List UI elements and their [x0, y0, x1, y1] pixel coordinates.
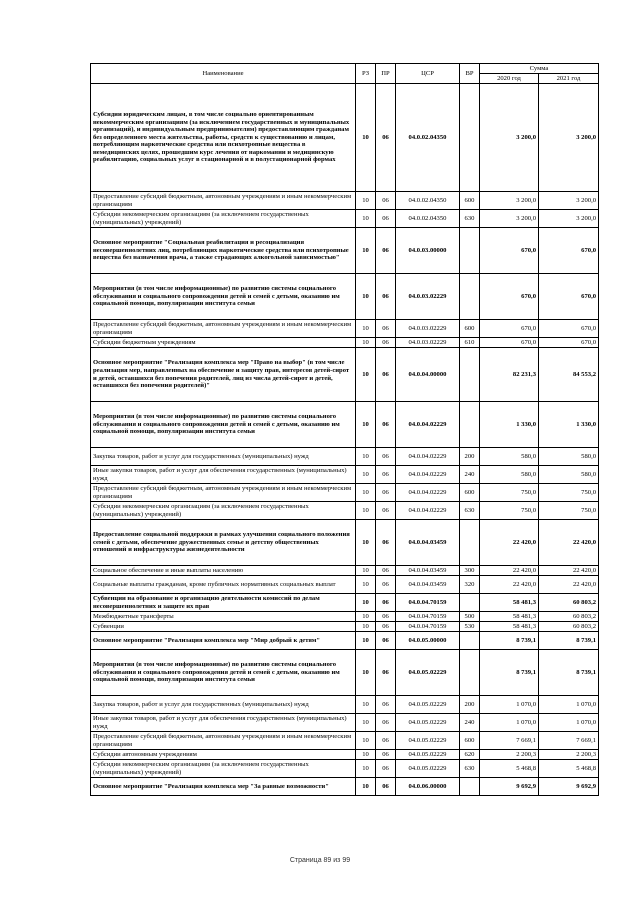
cell-pr: 06	[376, 622, 396, 632]
table-body	[91, 84, 599, 796]
cell-2020: 22 420,0	[480, 576, 539, 594]
cell-pr: 06	[376, 612, 396, 622]
cell-csr: 04.0.02.04350	[396, 210, 460, 228]
budget-table	[90, 63, 599, 796]
cell-2020: 580,0	[480, 448, 539, 466]
cell-vr: 200	[460, 448, 480, 466]
cell-2021: 750,0	[539, 502, 599, 520]
cell-vr: 240	[460, 714, 480, 732]
cell-2020: 1 070,0	[480, 696, 539, 714]
cell-pr: 06	[376, 448, 396, 466]
cell-rz: 10	[356, 650, 376, 696]
page-number: Страница 89 из 99	[289, 857, 351, 864]
cell-csr: 04.0.05.02229	[396, 750, 460, 760]
cell-2020: 580,0	[480, 466, 539, 484]
cell-rz: 10	[356, 448, 376, 466]
cell-2021: 670,0	[539, 228, 599, 274]
cell-pr: 06	[376, 778, 396, 796]
cell-2020: 750,0	[480, 484, 539, 502]
cell-csr: 04.0.03.02229	[396, 320, 460, 338]
cell-vr: 600	[460, 732, 480, 750]
table-row	[91, 696, 599, 714]
cell-csr: 04.0.05.02229	[396, 760, 460, 778]
cell-pr: 06	[376, 402, 396, 448]
cell-pr: 06	[376, 210, 396, 228]
table-row	[91, 576, 599, 594]
cell-2021: 1 070,0	[539, 696, 599, 714]
cell-2021: 60 803,2	[539, 594, 599, 612]
cell-2021: 670,0	[539, 274, 599, 320]
cell-pr: 06	[376, 732, 396, 750]
cell-pr: 06	[376, 84, 396, 192]
cell-2020: 8 739,1	[480, 650, 539, 696]
cell-pr: 06	[376, 714, 396, 732]
cell-pr: 06	[376, 576, 396, 594]
cell-2020: 9 692,9	[480, 778, 539, 796]
header-year-2020: 2020 год	[480, 74, 539, 84]
table-row	[91, 520, 599, 566]
cell-pr: 06	[376, 274, 396, 320]
cell-2020: 3 200,0	[480, 192, 539, 210]
cell-2021: 670,0	[539, 338, 599, 348]
cell-2020: 58 481,3	[480, 612, 539, 622]
cell-csr: 04.0.05.02229	[396, 650, 460, 696]
cell-pr: 06	[376, 502, 396, 520]
cell-2021: 2 200,3	[539, 750, 599, 760]
cell-2020: 3 200,0	[480, 84, 539, 192]
cell-rz: 10	[356, 274, 376, 320]
header-rz: РЗ	[356, 64, 376, 84]
cell-2021: 1 330,0	[539, 402, 599, 448]
cell-2020: 5 468,8	[480, 760, 539, 778]
cell-vr: 600	[460, 192, 480, 210]
cell-rz: 10	[356, 228, 376, 274]
cell-pr: 06	[376, 466, 396, 484]
cell-csr: 04.0.04.70159	[396, 612, 460, 622]
table-row	[91, 594, 599, 612]
table-row	[91, 484, 599, 502]
cell-name: Социальные выплаты гражданам, кроме публичных нормативных социальных выплат	[91, 576, 356, 594]
cell-name: Основное мероприятие "Реализация комплекса мер "За равные возможности"	[91, 778, 356, 796]
table-row	[91, 192, 599, 210]
cell-rz: 10	[356, 84, 376, 192]
cell-csr: 04.0.04.02229	[396, 448, 460, 466]
cell-csr: 04.0.03.00000	[396, 228, 460, 274]
cell-rz: 10	[356, 632, 376, 650]
cell-rz: 10	[356, 576, 376, 594]
cell-vr: 630	[460, 502, 480, 520]
header-sum: Сумма	[480, 64, 599, 74]
table-row	[91, 732, 599, 750]
cell-csr: 04.0.02.04350	[396, 84, 460, 192]
cell-name: Иные закупки товаров, работ и услуг для обеспечения государственных (муниципальных) нужд	[91, 466, 356, 484]
cell-pr: 06	[376, 594, 396, 612]
cell-2020: 750,0	[480, 502, 539, 520]
cell-2020: 670,0	[480, 320, 539, 338]
cell-vr	[460, 228, 480, 274]
cell-2020: 670,0	[480, 338, 539, 348]
cell-csr: 04.0.04.00000	[396, 348, 460, 402]
cell-pr: 06	[376, 338, 396, 348]
cell-2020: 1 330,0	[480, 402, 539, 448]
cell-name: Субсидии бюджетным учреждениям	[91, 338, 356, 348]
cell-vr: 300	[460, 566, 480, 576]
header-year-2021: 2021 год	[539, 74, 599, 84]
table-row	[91, 84, 599, 192]
cell-2021: 670,0	[539, 320, 599, 338]
cell-name: Предоставление субсидий бюджетным, автономным учреждениям и иным некоммерческим организациям	[91, 320, 356, 338]
cell-csr: 04.0.04.03459	[396, 566, 460, 576]
cell-name: Субсидии некоммерческим организациям (за исключением государственных (муниципальных) учреждений)	[91, 502, 356, 520]
cell-2020: 8 739,1	[480, 632, 539, 650]
table-row	[91, 502, 599, 520]
cell-2021: 60 803,2	[539, 612, 599, 622]
cell-rz: 10	[356, 714, 376, 732]
cell-name: Иные закупки товаров, работ и услуг для обеспечения государственных (муниципальных) нужд	[91, 714, 356, 732]
cell-rz: 10	[356, 466, 376, 484]
cell-rz: 10	[356, 502, 376, 520]
header-name: Наименование	[91, 64, 356, 84]
table-row	[91, 760, 599, 778]
cell-rz: 10	[356, 732, 376, 750]
cell-vr: 610	[460, 338, 480, 348]
table-row	[91, 750, 599, 760]
cell-rz: 10	[356, 566, 376, 576]
cell-vr	[460, 402, 480, 448]
cell-2021: 84 553,2	[539, 348, 599, 402]
cell-2021: 22 420,0	[539, 566, 599, 576]
cell-rz: 10	[356, 750, 376, 760]
cell-rz: 10	[356, 338, 376, 348]
cell-2020: 2 200,3	[480, 750, 539, 760]
cell-rz: 10	[356, 192, 376, 210]
cell-vr: 500	[460, 612, 480, 622]
cell-rz: 10	[356, 210, 376, 228]
cell-vr	[460, 650, 480, 696]
cell-2020: 58 481,3	[480, 622, 539, 632]
cell-pr: 06	[376, 696, 396, 714]
cell-pr: 06	[376, 192, 396, 210]
cell-pr: 06	[376, 566, 396, 576]
cell-2020: 58 481,3	[480, 594, 539, 612]
cell-csr: 04.0.04.02229	[396, 466, 460, 484]
cell-2021: 60 803,2	[539, 622, 599, 632]
table-row	[91, 612, 599, 622]
table-header	[91, 64, 599, 84]
cell-pr: 06	[376, 320, 396, 338]
table-row	[91, 566, 599, 576]
cell-2020: 7 669,1	[480, 732, 539, 750]
cell-2021: 9 692,9	[539, 778, 599, 796]
cell-rz: 10	[356, 484, 376, 502]
cell-name: Субсидии юридическим лицам, в том числе социально ориентированным некоммерческим организациям (за исключением государственных и муниципальных организаций), и индивидуальным предпринимателям) предоставляющим гражданам без определенного места жительства, работы, средств к существованию и лицам, потребляющим наркотические средства или психотропные вещества в немедицинских целях, прошедшим курс лечения от наркомании и медицинскую реабилитацию, социальных услуг в стационарной и в полустационарной формах	[91, 84, 356, 192]
cell-pr: 06	[376, 650, 396, 696]
cell-csr: 04.0.04.70159	[396, 594, 460, 612]
table-row	[91, 320, 599, 338]
cell-vr: 200	[460, 696, 480, 714]
cell-name: Предоставление субсидий бюджетным, автономным учреждениям и иным некоммерческим организациям	[91, 732, 356, 750]
cell-csr: 04.0.03.02229	[396, 338, 460, 348]
cell-vr	[460, 594, 480, 612]
cell-name: Закупка товаров, работ и услуг для государственных (муниципальных) нужд	[91, 448, 356, 466]
cell-vr: 630	[460, 760, 480, 778]
cell-name: Мероприятия (в том числе информационные) по развитию системы социального обслуживания и социального сопровождения детей и семей с детьми, оказанию им социальной помощи, популяризации института семьи	[91, 402, 356, 448]
cell-2021: 7 669,1	[539, 732, 599, 750]
cell-2020: 3 200,0	[480, 210, 539, 228]
cell-rz: 10	[356, 348, 376, 402]
cell-csr: 04.0.06.00000	[396, 778, 460, 796]
table-row	[91, 210, 599, 228]
cell-name: Мероприятия (в том числе информационные) по развитию системы социального обслуживания и социального сопровождения детей и семей с детьми, оказанию им социальной помощи, популяризации института семьи	[91, 274, 356, 320]
cell-2021: 3 200,0	[539, 192, 599, 210]
cell-2021: 580,0	[539, 448, 599, 466]
table-row	[91, 466, 599, 484]
cell-2020: 670,0	[480, 274, 539, 320]
cell-name: Предоставление социальной поддержки в рамках улучшения социального положения семей с детьми, обеспечение дружественных семье и детству общественных отношений и инфраструктуры жизнедеятельности	[91, 520, 356, 566]
cell-pr: 06	[376, 760, 396, 778]
cell-name: Межбюджетные трансферты	[91, 612, 356, 622]
table-row	[91, 402, 599, 448]
cell-csr: 04.0.04.70159	[396, 622, 460, 632]
cell-csr: 04.0.04.02229	[396, 402, 460, 448]
cell-rz: 10	[356, 594, 376, 612]
cell-name: Предоставление субсидий бюджетным, автономным учреждениям и иным некоммерческим организациям	[91, 192, 356, 210]
cell-rz: 10	[356, 320, 376, 338]
table-row	[91, 448, 599, 466]
cell-vr: 620	[460, 750, 480, 760]
cell-rz: 10	[356, 778, 376, 796]
cell-rz: 10	[356, 760, 376, 778]
cell-vr: 630	[460, 210, 480, 228]
cell-vr	[460, 520, 480, 566]
cell-csr: 04.0.05.00000	[396, 632, 460, 650]
cell-name: Субсидии некоммерческим организациям (за исключением государственных (муниципальных) учреждений)	[91, 210, 356, 228]
table-row	[91, 714, 599, 732]
cell-2021: 1 070,0	[539, 714, 599, 732]
cell-csr: 04.0.04.02229	[396, 502, 460, 520]
cell-name: Социальное обеспечение и иные выплаты населению	[91, 566, 356, 576]
cell-pr: 06	[376, 484, 396, 502]
table-row	[91, 632, 599, 650]
cell-vr	[460, 274, 480, 320]
cell-csr: 04.0.04.02229	[396, 484, 460, 502]
cell-pr: 06	[376, 632, 396, 650]
cell-name: Основное мероприятие "Социальная реабилитация и ресоциализация несовершеннолетних лиц, потребляющих наркотические средства или психотропные вещества без назначения врача, а также страдающих алкогольной зависимостью"	[91, 228, 356, 274]
cell-2020: 82 231,3	[480, 348, 539, 402]
table-row	[91, 338, 599, 348]
cell-pr: 06	[376, 520, 396, 566]
cell-2021: 3 200,0	[539, 210, 599, 228]
cell-name: Субвенции	[91, 622, 356, 632]
cell-2021: 8 739,1	[539, 650, 599, 696]
cell-csr: 04.0.05.02229	[396, 696, 460, 714]
cell-csr: 04.0.02.04350	[396, 192, 460, 210]
cell-2020: 670,0	[480, 228, 539, 274]
cell-vr	[460, 348, 480, 402]
header-csr: ЦСР	[396, 64, 460, 84]
cell-rz: 10	[356, 696, 376, 714]
cell-rz: 10	[356, 520, 376, 566]
header-pr: ПР	[376, 64, 396, 84]
table-row	[91, 622, 599, 632]
cell-2020: 22 420,0	[480, 520, 539, 566]
cell-2021: 22 420,0	[539, 520, 599, 566]
cell-vr	[460, 632, 480, 650]
cell-2020: 1 070,0	[480, 714, 539, 732]
cell-2021: 8 739,1	[539, 632, 599, 650]
cell-2021: 750,0	[539, 484, 599, 502]
cell-rz: 10	[356, 402, 376, 448]
cell-vr	[460, 84, 480, 192]
cell-pr: 06	[376, 348, 396, 402]
cell-2021: 5 468,8	[539, 760, 599, 778]
cell-2021: 580,0	[539, 466, 599, 484]
cell-pr: 06	[376, 750, 396, 760]
table-row	[91, 228, 599, 274]
cell-csr: 04.0.04.03459	[396, 520, 460, 566]
cell-rz: 10	[356, 612, 376, 622]
cell-name: Основное мероприятие "Реализация комплекса мер "Мир добрый к детям"	[91, 632, 356, 650]
cell-csr: 04.0.04.03459	[396, 576, 460, 594]
cell-csr: 04.0.05.02229	[396, 732, 460, 750]
header-vr: ВР	[460, 64, 480, 84]
cell-vr: 240	[460, 466, 480, 484]
cell-name: Предоставление субсидий бюджетным, автономным учреждениям и иным некоммерческим организациям	[91, 484, 356, 502]
cell-vr: 600	[460, 484, 480, 502]
cell-name: Субсидии автономным учреждениям	[91, 750, 356, 760]
cell-name: Субвенции на образование и организацию деятельности комиссий по делам несовершеннолетних и защите их прав	[91, 594, 356, 612]
table-row	[91, 348, 599, 402]
cell-vr	[460, 778, 480, 796]
cell-2021: 3 200,0	[539, 84, 599, 192]
cell-csr: 04.0.03.02229	[396, 274, 460, 320]
cell-vr: 600	[460, 320, 480, 338]
table-row	[91, 274, 599, 320]
cell-name: Субсидии некоммерческим организациям (за исключением государственных (муниципальных) учреждений)	[91, 760, 356, 778]
cell-csr: 04.0.05.02229	[396, 714, 460, 732]
cell-2020: 22 420,0	[480, 566, 539, 576]
cell-name: Основное мероприятие "Реализация комплекса мер "Право на выбор" (в том числе реализация мер, направленных на обеспечение и защиту прав, интересов детей-сирот и детей, оставшихся без попечения родителей, лиц из числа детей-сирот и детей, оставшихся без попечения родителей)"	[91, 348, 356, 402]
cell-name: Мероприятия (в том числе информационные) по развитию системы социального обслуживания и социального сопровождения детей и семей с детьми, оказанию им социальной помощи, популяризации института семьи	[91, 650, 356, 696]
cell-name: Закупка товаров, работ и услуг для государственных (муниципальных) нужд	[91, 696, 356, 714]
cell-vr: 530	[460, 622, 480, 632]
table-row	[91, 778, 599, 796]
cell-2021: 22 420,0	[539, 576, 599, 594]
cell-pr: 06	[376, 228, 396, 274]
table-row	[91, 650, 599, 696]
cell-rz: 10	[356, 622, 376, 632]
cell-vr: 320	[460, 576, 480, 594]
